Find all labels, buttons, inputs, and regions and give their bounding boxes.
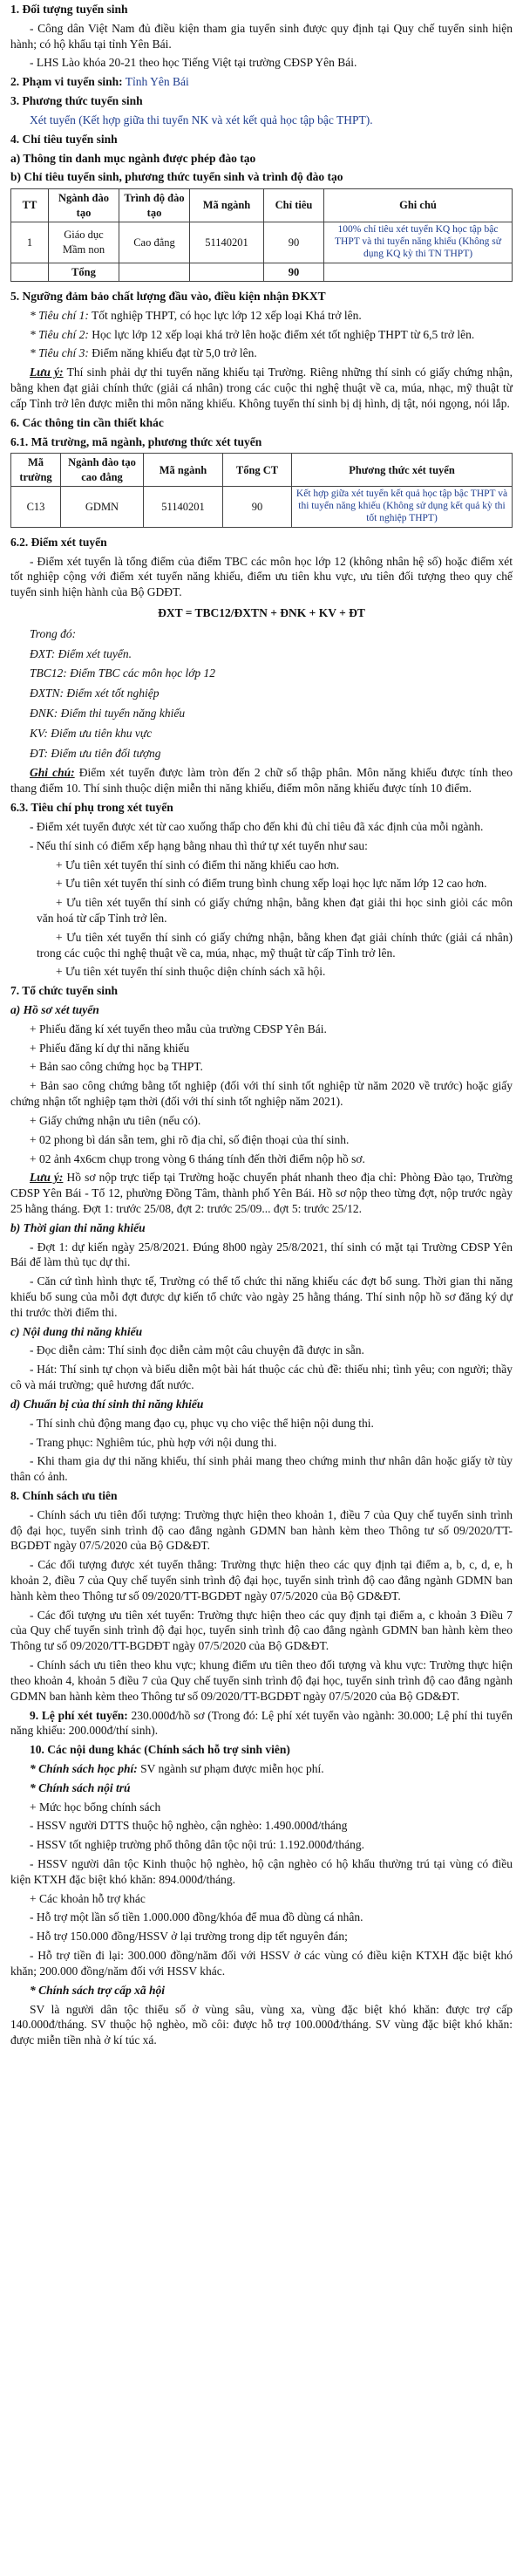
section-4b-heading: b) Chỉ tiêu tuyển sinh, phương thức tuyển sinh và trình độ đào tạo	[10, 170, 343, 184]
section-8-title: 8. Chính sách ưu tiên	[10, 1488, 118, 1502]
other-support-item: - Hỗ trợ 150.000 đồng/HSSV ở lại trường trong dịp tết nguyên đán;	[30, 1930, 348, 1944]
quota-cell-empty	[324, 263, 513, 282]
tiebreak-item: + Ưu tiên xét tuyển thí sinh thuộc diện chính sách xã hội.	[56, 965, 326, 979]
exam-time-paragraph: - Đợt 1: dự kiến ngày 25/8/2021. Đúng 8h00 ngày 25/8/2021, thí sinh có mặt tại Trường CĐSP Yên Bái để làm thủ tục dự thi.	[10, 1240, 513, 1269]
code-cell: 51140201	[144, 487, 223, 527]
boarding-item: - HSSV người dân tộc Kinh thuộc hộ nghèo, hộ cận nghèo có hộ khẩu thường trú tại vùng có điều kiện KTXH đặc biệt khó khăn: 894.000đ/tháng.	[10, 1857, 513, 1886]
abbr-item: ĐXTN: Điểm xét tốt nghiệp	[30, 687, 160, 700]
tiebreak-item: + Ưu tiên xét tuyển thí sinh có giấy chứng nhận, bằng khen đạt giải chính thức (giải cá nhân) trong các cuộc thi nghệ thuật về ca, múa, nhạc, mỹ thuật từ cấp Tỉnh trở lên.	[37, 930, 513, 960]
social-allowance-heading: * Chính sách trợ cấp xã hội	[30, 1983, 166, 1997]
section-9-line	[10, 1708, 513, 1739]
preparation-paragraph: - Thí sinh chủ động mang đạo cụ, phục vụ cho việc thể hiện nội dung thi.	[30, 1416, 374, 1430]
dossier-item: + 02 ảnh 4x6cm chụp trong vòng 6 tháng tính đến thời điểm nộp hồ sơ.	[30, 1151, 365, 1165]
section-7-title: 7. Tổ chức tuyển sinh	[10, 984, 119, 998]
quota-header-cell: Chỉ tiêu	[264, 189, 324, 222]
exam-content-paragraph: - Hát: Thí sinh tự chọn và biểu diễn một bài hát thuộc các chủ đề: thiếu nhi; tình yêu; con người; thầy cô và mái trường; quê hương đất nước.	[10, 1363, 513, 1392]
abbr-item: ĐT: Điểm ưu tiên đối tượng	[30, 746, 161, 760]
trong-do-label: Trong đó:	[30, 626, 77, 640]
section-3-title: 3. Phương thức tuyển sinh	[10, 94, 143, 108]
section-2-line	[10, 74, 513, 90]
boarding-policy-heading: * Chính sách nội trú	[30, 1780, 131, 1794]
score-note	[10, 765, 513, 796]
code-header-cell: Ngành đào tạo cao đẳng	[61, 454, 144, 487]
section-10-title: 10. Các nội dung khác (Chính sách hỗ trợ sinh viên)	[30, 1743, 290, 1757]
section-5-title: 5. Ngưỡng đảm bảo chất lượng đầu vào, điều kiện nhận ĐKXT	[10, 290, 326, 304]
note-label: Lưu ý:	[30, 366, 64, 379]
quota-cell-empty	[11, 263, 49, 282]
criterion-3	[10, 345, 513, 361]
tuition-label: * Chính sách học phí:	[30, 1761, 138, 1775]
criterion-1-text: Tốt nghiệp THPT, có học lực lớp 12 xếp loại Khá trở lên.	[88, 308, 362, 322]
dossier-note	[10, 1170, 513, 1216]
criterion-2-label: * Tiêu chí 2:	[30, 327, 89, 341]
other-support-item: - Hỗ trợ tiền đi lại: 300.000 đồng/năm đối với HSSV ở các vùng có điều kiện KTXH đặc biệt khó khăn; 200.000 đồng/năm đối với HSSV khác.	[10, 1949, 513, 1978]
quota-cell: 1	[11, 222, 49, 263]
dossier-item: + Bản sao công chứng học bạ THPT.	[30, 1060, 203, 1074]
quota-table-header-row	[11, 189, 513, 222]
section-9-text: 230.000đ/hồ sơ (Trong đó: Lệ phí xét tuyển vào ngành: 30.000; Lệ phí thi tuyển năng khiếu: 200.000đ/thí sinh).	[10, 1708, 513, 1738]
dossier-item: + Giấy chứng nhận ưu tiên (nếu có).	[30, 1113, 201, 1127]
section-1-paragraph: - Công dân Việt Nam đủ điều kiện tham gia tuyển sinh được quy định tại Quy chế tuyển sinh hiện hành; có hộ khẩu tại tỉnh Yên Bái.	[10, 21, 513, 51]
quota-cell-empty	[190, 263, 264, 282]
section-7d-heading: d) Chuẩn bị của thí sinh thi năng khiếu	[10, 1397, 204, 1411]
table-row	[11, 222, 513, 263]
section-6-1-heading: 6.1. Mã trường, mã ngành, phương thức xét tuyển	[10, 434, 262, 448]
priority-paragraph: - Các đối tượng được xét tuyển thẳng: Trường thực hiện theo các quy định tại điểm a, b, c, d, e, h khoản 2, điều 7 của Quy chế tuyển sinh trình độ đại học, tuyển sinh trình độ cao đẳng ngành GDMN ban hành kèm theo Thông tư số 09/2020/TT-BGDĐT ngày 07/5/2020 của Bộ GD&ĐT.	[10, 1558, 513, 1602]
section-1-paragraph: - LHS Lào khóa 20-21 theo học Tiếng Việt tại trường CĐSP Yên Bái.	[30, 56, 357, 70]
note-text: Thí sinh phải dự thi tuyển năng khiếu tại Trường. Riêng những thí sinh có giấy chứng nhận, bằng khen đạt giải chính thức (giải cá nhân) trong các cuộc thi nghệ thuật về ca, múa, nhạc, mỹ thuật từ cấp Tỉnh trở lên được miễn thi môn năng khiếu. Không tuyển thí sinh bị dị hình, dị tật, nói ngọng, nói lắp.	[10, 366, 513, 410]
dossier-note-text: Hồ sơ nộp trực tiếp tại Trường hoặc chuyển phát nhanh theo địa chỉ: Phòng Đào tạo, Trường CĐSP Yên Bái - Tổ 12, phường Đồng Tâm, thành phố Yên Bái. Hồ sơ nộp theo từng đợt, nộp trước ngày 25 hằng tháng. Đợt 1: trước 25/08, đợt 2: trước 25/09... đợt 5: trước 25/12.	[10, 1171, 513, 1215]
section-4a-heading: a) Thông tin danh mục ngành được phép đào tạo	[10, 151, 256, 165]
section-3-paragraph: Xét tuyển (Kết hợp giữa thi tuyển NK và xét kết quả học tập bậc THPT).	[30, 113, 373, 126]
preparation-paragraph: - Trang phục: Nghiêm túc, phù hợp với nội dung thi.	[30, 1435, 277, 1449]
section-7b-heading: b) Thời gian thi năng khiếu	[10, 1220, 146, 1234]
boarding-item: + Mức học bổng chính sách	[30, 1800, 161, 1814]
dossier-note-label: Lưu ý:	[30, 1171, 64, 1185]
quota-note-cell: 100% chỉ tiêu xét tuyển KQ học tập bậc THPT và thi tuyển năng khiếu (Không sử dụng KQ kỳ thi TN THPT)	[324, 222, 513, 263]
table-total-row	[11, 263, 513, 282]
criterion-3-text: Điểm năng khiếu đạt từ 5,0 trở lên.	[88, 346, 257, 360]
section-2-value: Tỉnh Yên Bái	[125, 75, 189, 89]
section-6-2-heading: 6.2. Điểm xét tuyển	[10, 535, 107, 549]
abbr-item: KV: Điểm ưu tiên khu vực	[30, 726, 153, 740]
section-2-title: 2. Phạm vi tuyển sinh:	[10, 75, 123, 89]
tiebreak-item: + Ưu tiên xét tuyển thí sinh có điểm thi năng khiếu cao hơn.	[56, 858, 340, 871]
quota-cell: 90	[264, 222, 324, 263]
code-method-cell: Kết hợp giữa xét tuyển kết quả học tập bậc THPT và thi tuyển năng khiếu (Không sử dụng kết quả kỳ thi tốt nghiệp THPT)	[292, 487, 513, 527]
quota-cell: Cao đẳng	[119, 222, 190, 263]
ghichu-text: Điểm xét tuyển được làm tròn đến 2 chữ số thập phân. Môn năng khiếu được tính theo thang điểm 10. Thí sinh thuộc diện miễn thi năng khiếu, điểm môn năng khiếu được tính 10 điểm.	[10, 766, 513, 796]
criterion-2	[10, 327, 513, 343]
code-cell: C13	[11, 487, 61, 527]
section-6-3-heading: 6.3. Tiêu chí phụ trong xét tuyển	[10, 801, 173, 815]
tiebreak-item: + Ưu tiên xét tuyển thí sinh có điểm trung bình chung xếp loại học lực năm lớp 12 cao hơn.	[56, 877, 487, 891]
criterion-2-text: Học lực lớp 12 xếp loại khá trở lên hoặc điểm xét tốt nghiệp THPT từ 6,5 trở lên.	[88, 327, 475, 341]
abbr-item: ĐXT: Điểm xét tuyển.	[30, 646, 132, 660]
social-allowance-paragraph: SV là người dân tộc thiểu số ở vùng sâu, vùng xa, vùng đặc biệt khó khăn: được trợ cấp 140.000đ/tháng. SV thuộc hộ nghèo, mồ côi: được hỗ trợ 100.000đ/tháng. SV vùng đặc biệt khó khăn: được miễn tiền nhà ở kí túc xá.	[10, 2002, 513, 2047]
section-6-2-paragraph: - Điểm xét tuyển là tổng điểm của điểm TBC các môn học lớp 12 (không nhân hệ số) hoặc điểm xét tốt nghiệp cộng với điểm xét tuyển năng khiếu, điểm ưu tiên khu vực, ưu tiên đối tượng theo quy chế tuyển sinh hiện hành của Bộ GDĐT.	[10, 554, 513, 599]
quota-total-value: 90	[264, 263, 324, 282]
score-formula: ĐXT = TBC12/ĐXTN + ĐNK + KV + ĐT	[158, 605, 365, 619]
section-7a-heading: a) Hồ sơ xét tuyển	[10, 1003, 99, 1017]
priority-paragraph: - Chính sách ưu tiên theo khu vực; khung điểm ưu tiên theo đối tượng và khu vực: Trường thực hiện theo khoản 4, khoản 5 điều 7 của Quy chế tuyển sinh trình độ đại học, tuyển sinh trình độ cao đẳng ngành GDMN ban hành kèm theo Thông tư số 09/2020/TT-BGDĐT ngày 07/5/2020 của Bộ GD&ĐT.	[10, 1658, 513, 1703]
quota-table	[10, 188, 513, 282]
code-cell: GDMN	[61, 487, 144, 527]
exam-content-paragraph: - Đọc diễn cảm: Thí sinh đọc diễn cảm một câu chuyện đã được in sẵn.	[30, 1343, 364, 1357]
boarding-item: - HSSV tốt nghiệp trường phổ thông dân tộc nội trú: 1.192.000đ/tháng.	[30, 1838, 364, 1852]
section-1-title: 1. Đối tượng tuyển sinh	[10, 3, 128, 16]
section-6-3-paragraph: - Nếu thí sinh có điểm xếp hạng bằng nhau thì thứ tự xét tuyển như sau:	[30, 838, 368, 852]
code-header-cell: Mã ngành	[144, 454, 223, 487]
section-6-3-paragraph: - Điểm xét tuyển được xét từ cao xuống thấp cho đến khi đủ chỉ tiêu đã xác định của mỗi ngành.	[30, 819, 484, 833]
exam-time-paragraph: - Căn cứ tình hình thực tế, Trường có thể tổ chức thi năng khiếu các đợt bổ sung. Thời gian thi năng khiếu bổ sung của mỗi đợt được dự kiến tổ chức vào ngày 25 hằng tháng. Thí sinh nộp hồ sơ đăng ký dự thi trước thời điểm thi.	[10, 1274, 513, 1319]
quota-cell: Giáo dục Mầm non	[49, 222, 119, 263]
priority-paragraph: - Chính sách ưu tiên đối tượng: Trường thực hiện theo khoản 1, điều 7 của Quy chế tuyển sinh trình độ đại học, tuyển sinh trình độ cao đẳng ngành GDMN ban hành kèm theo Thông tư số 09/2020/TT-BGDĐT ngày 07/5/2020 của Bộ GD&ĐT.	[10, 1507, 513, 1553]
section-7c-heading: c) Nội dung thi năng khiếu	[10, 1324, 143, 1338]
code-header-cell: Phương thức xét tuyển	[292, 454, 513, 487]
criterion-1-label: * Tiêu chí 1:	[30, 308, 89, 322]
quota-header-cell: Ngành đào tạo	[49, 189, 119, 222]
admission-code-table	[10, 453, 513, 527]
code-cell: 90	[223, 487, 292, 527]
quota-header-cell: Mã ngành	[190, 189, 264, 222]
other-support-heading: + Các khoản hỗ trợ khác	[30, 1891, 146, 1905]
preparation-paragraph: - Khi tham gia dự thi năng khiếu, thí sinh phải mang theo chứng minh thư nhân dân hoặc giấy tờ tùy thân có ảnh.	[10, 1454, 513, 1484]
other-support-item: - Hỗ trợ một lần số tiền 1.000.000 đồng/khóa để mua đồ dùng cá nhân.	[30, 1910, 363, 1924]
table-row	[11, 487, 513, 527]
dossier-item: + Bản sao công chứng bằng tốt nghiệp (đối với thí sinh tốt nghiệp từ năm 2020 về trước) hoặc giấy chứng nhận tốt nghiệp tạm thời (đối với thí sinh tốt nghiệp năm 2021).	[10, 1079, 513, 1109]
ghichu-label: Ghi chú:	[30, 766, 75, 780]
criterion-3-label: * Tiêu chí 3:	[30, 346, 89, 360]
quota-header-cell: Trình độ đào tạo	[119, 189, 190, 222]
section-6-title: 6. Các thông tin cần thiết khác	[10, 415, 164, 429]
quota-header-cell: Ghi chú	[324, 189, 513, 222]
code-header-cell: Mã trường	[11, 454, 61, 487]
abbr-item: TBC12: Điểm TBC các môn học lớp 12	[30, 666, 216, 680]
dossier-item: + Phiếu đăng kí xét tuyển theo mẫu của trường CĐSP Yên Bái.	[30, 1022, 327, 1035]
code-header-cell: Tổng CT	[223, 454, 292, 487]
abbr-item: ĐNK: Điểm thi tuyển năng khiếu	[30, 707, 186, 721]
quota-header-cell: TT	[11, 189, 49, 222]
tuition-policy	[10, 1761, 513, 1777]
tuition-text: SV ngành sư phạm được miễn học phí.	[137, 1761, 324, 1775]
quota-total-label: Tổng	[49, 263, 119, 282]
boarding-item: - HSSV người DTTS thuộc hộ nghèo, cận nghèo: 1.490.000đ/tháng	[30, 1819, 348, 1833]
quota-cell: 51140201	[190, 222, 264, 263]
section-9-title: 9. Lệ phí xét tuyển:	[30, 1708, 128, 1722]
code-table-header-row	[11, 454, 513, 487]
section-5-note	[10, 365, 513, 411]
criterion-1	[10, 308, 513, 324]
section-4-title: 4. Chỉ tiêu tuyển sinh	[10, 132, 118, 146]
dossier-item: + Phiếu đăng kí dự thi năng khiếu	[30, 1041, 190, 1055]
dossier-item: + 02 phong bì dán sẵn tem, ghi rõ địa chỉ, số điện thoại của thí sinh.	[30, 1132, 350, 1146]
tiebreak-item: + Ưu tiên xét tuyển thí sinh có giấy chứng nhận, bằng khen đạt giải thi học sinh giỏi các môn văn hoá từ cấp Tỉnh trở lên.	[37, 896, 513, 925]
quota-cell-empty	[119, 263, 190, 282]
priority-paragraph: - Các đối tượng ưu tiên xét tuyển: Trường thực hiện theo các quy định tại điểm a, c khoản 3 Điều 7 của Quy chế tuyển sinh trình độ đại học, tuyển sinh trình độ cao đẳng ngành GDMN ban hành kèm theo Thông tư số 09/2020/TT-BGDĐT ngày 07/5/2020 của Bộ GD&ĐT.	[10, 1608, 513, 1653]
